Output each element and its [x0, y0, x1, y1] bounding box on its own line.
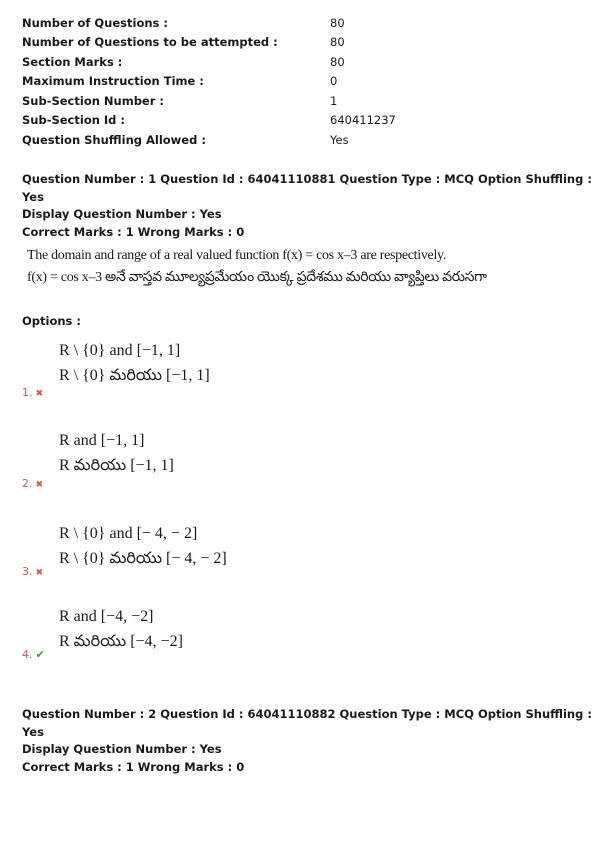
option-4-english: R and [−4, −2]	[59, 608, 154, 625]
question-2-header	[22, 706, 595, 776]
meta-label: Number of Questions :	[22, 15, 168, 30]
meta-label: Number of Questions to be attempted :	[22, 35, 278, 50]
option-3-content	[59, 521, 227, 571]
question-1-header-line2: Display Question Number : Yes	[22, 207, 222, 221]
option-2-english: R and [−1, 1]	[59, 432, 145, 449]
question-1-text	[27, 245, 487, 289]
option-2-number	[22, 477, 43, 490]
option-2-telugu: R మరియు [−1, 1]	[59, 457, 174, 474]
question-2-header-line2: Display Question Number : Yes	[22, 742, 222, 756]
meta-label: Maximum Instruction Time :	[22, 74, 204, 89]
question-1-text-telugu: f(x) = cos x–3 అనే వాస్తవ మూల్యప్రమేయం యొక్క ప్రదేశము మరియు వ్యాప్తిలు వరుసగా	[27, 270, 487, 285]
meta-row	[22, 91, 442, 111]
option-3-number-label: 3.	[22, 565, 33, 578]
option-2-number-label: 2.	[22, 477, 33, 490]
meta-value: 80	[330, 35, 345, 50]
option-1-number	[22, 386, 43, 399]
option-4-number-label: 4.	[22, 648, 33, 661]
wrong-icon: ✖	[35, 568, 44, 578]
question-2-header-line3: Correct Marks : 1 Wrong Marks : 0	[22, 759, 245, 774]
wrong-icon: ✖	[35, 480, 44, 490]
wrong-icon: ✖	[35, 389, 44, 399]
option-3-number	[22, 565, 43, 578]
meta-row	[22, 111, 442, 131]
meta-value: 1	[330, 93, 338, 108]
question-2-header-line1: Question Number : 2 Question Id : 64041110882 Question Type : MCQ Option Shuffling : Yes	[22, 707, 592, 739]
meta-value: 640411237	[330, 113, 396, 128]
question-1-header-line3: Correct Marks : 1 Wrong Marks : 0	[22, 224, 245, 239]
meta-value: 80	[330, 54, 345, 69]
meta-row	[22, 130, 442, 150]
meta-row	[22, 13, 442, 33]
meta-label: Section Marks :	[22, 54, 123, 69]
option-2-content	[59, 428, 174, 478]
option-3-english: R \ {0} and [− 4, − 2]	[59, 525, 198, 542]
option-4-number	[22, 648, 45, 661]
check-icon: ✔	[35, 648, 45, 661]
option-3-telugu: R \ {0} మరియు [− 4, − 2]	[59, 550, 227, 567]
option-1-english: R \ {0} and [−1, 1]	[59, 342, 181, 359]
question-1-header	[22, 171, 595, 241]
meta-value: 0	[330, 74, 338, 89]
option-1-content	[59, 338, 210, 388]
option-1-number-label: 1.	[22, 386, 33, 399]
meta-value: 80	[330, 15, 345, 30]
option-1-telugu: R \ {0} మరియు [−1, 1]	[59, 367, 210, 384]
meta-label: Sub-Section Number :	[22, 93, 165, 108]
question-1-text-english: The domain and range of a real valued function f(x) = cos x–3 are respectively.	[27, 248, 447, 263]
question-1-header-line1: Question Number : 1 Question Id : 64041110881 Question Type : MCQ Option Shuffling : Yes	[22, 172, 592, 204]
section-meta-table	[22, 13, 442, 150]
meta-row	[22, 52, 442, 72]
option-4-telugu: R మరియు [−4, −2]	[59, 633, 183, 650]
meta-row	[22, 33, 442, 53]
meta-value: Yes	[330, 132, 349, 147]
options-label: Options :	[22, 314, 81, 328]
option-4-content	[59, 604, 183, 654]
meta-row	[22, 72, 442, 92]
meta-label: Question Shuffling Allowed :	[22, 132, 206, 147]
meta-label: Sub-Section Id :	[22, 113, 126, 128]
